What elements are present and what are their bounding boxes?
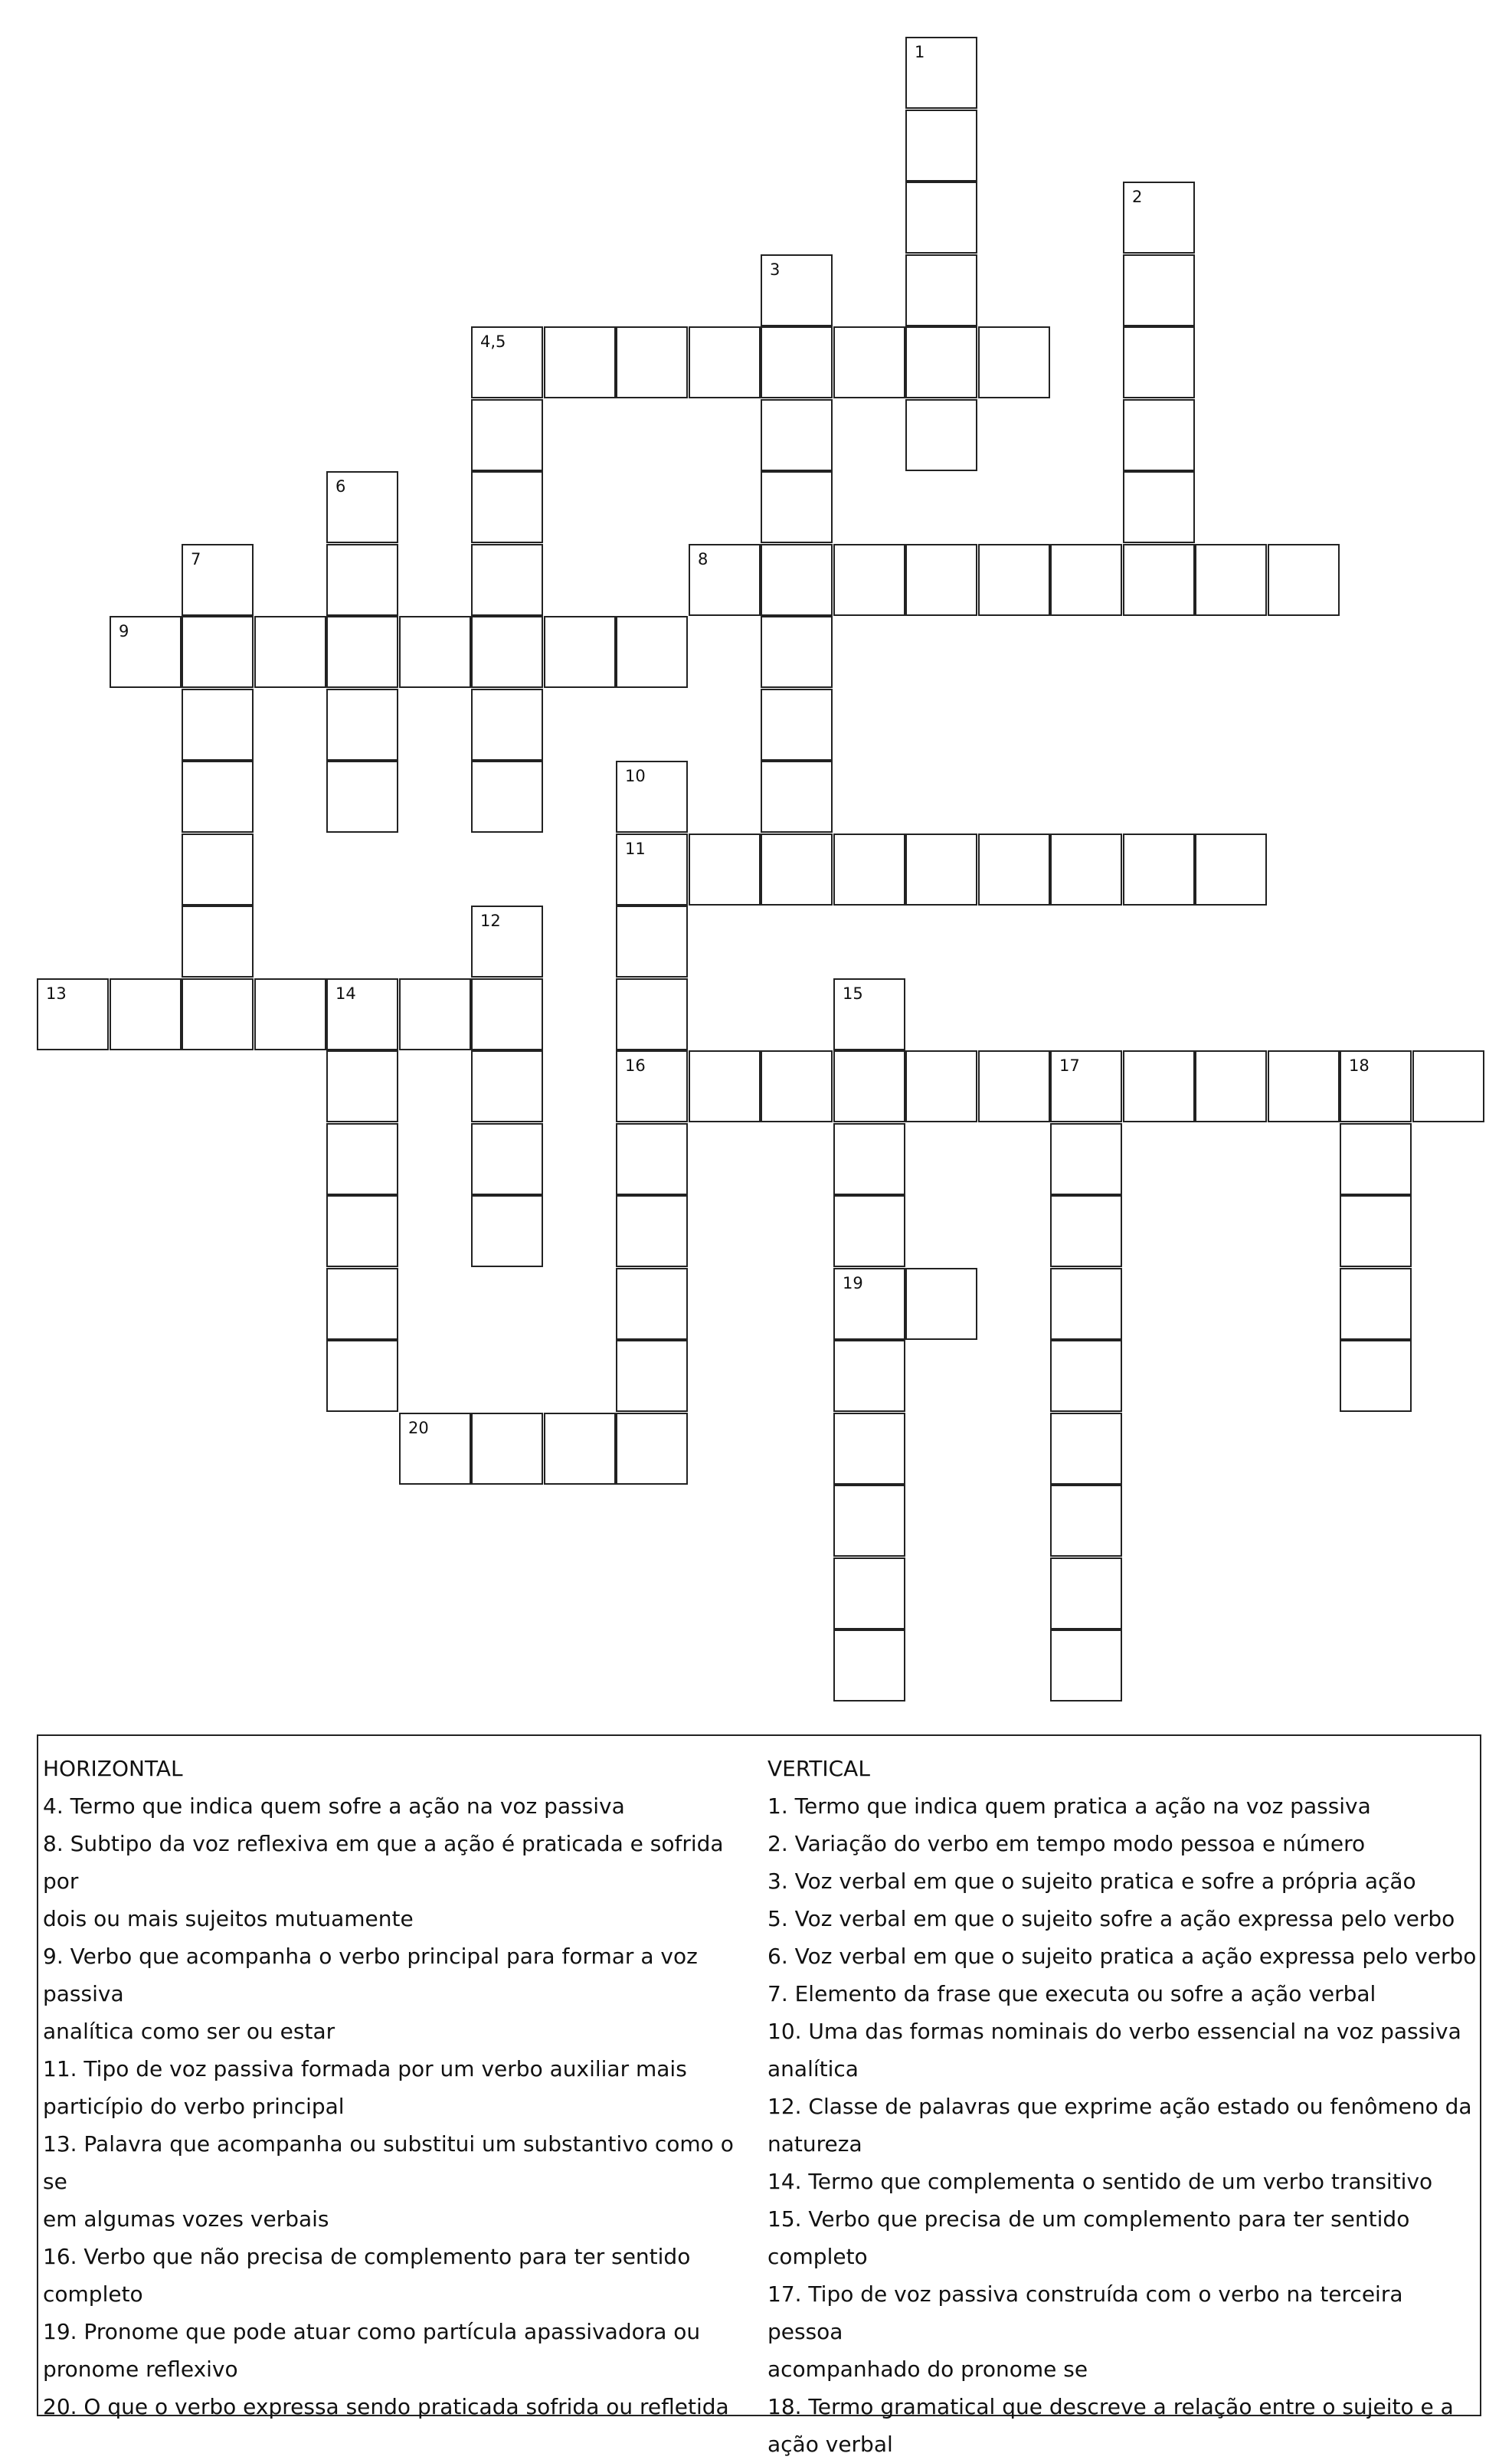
clue-number: 16 xyxy=(625,1056,646,1075)
grid-cell[interactable] xyxy=(471,326,543,398)
grid-cell[interactable] xyxy=(399,978,471,1050)
grid-cell[interactable] xyxy=(1123,254,1195,326)
clue-line: 13. Palavra que acompanha ou substitui um substantivo como o se xyxy=(43,2131,734,2194)
grid-cell[interactable] xyxy=(1340,1195,1412,1267)
clue-line: 7. Elemento da frase que executa ou sofre a ação verbal xyxy=(767,1981,1376,2006)
clue-number: 19 xyxy=(843,1274,863,1292)
clue-number: 6 xyxy=(335,477,346,496)
clue-number: 1 xyxy=(915,43,925,61)
grid-cell[interactable] xyxy=(182,978,254,1050)
clue-line: 11. Tipo de voz passiva formada por um verbo auxiliar mais xyxy=(43,2056,687,2081)
clue-number: 13 xyxy=(46,984,67,1003)
grid-cell[interactable] xyxy=(544,326,616,398)
grid-cell[interactable] xyxy=(471,544,543,616)
clue-line: 16. Verbo que não precisa de complemento para ter sentido xyxy=(43,2244,691,2269)
grid-cell[interactable] xyxy=(471,471,543,543)
clue-line: 10. Uma das formas nominais do verbo essencial na voz passiva xyxy=(767,2019,1461,2044)
grid-cell[interactable] xyxy=(616,326,688,398)
grid-cell[interactable] xyxy=(110,616,182,688)
grid-cell[interactable] xyxy=(326,1340,398,1412)
grid-cell[interactable] xyxy=(1050,834,1122,906)
grid-cell[interactable] xyxy=(833,1413,905,1485)
clue-line: 17. Tipo de voz passiva construída com o verbo na terceira pessoa xyxy=(767,2281,1403,2344)
grid-cell[interactable] xyxy=(1340,1268,1412,1340)
grid-cell[interactable] xyxy=(471,906,543,978)
grid-cell[interactable] xyxy=(616,1413,688,1485)
grid-cell[interactable] xyxy=(1195,544,1267,616)
grid-cell[interactable] xyxy=(254,616,326,688)
grid-cell[interactable] xyxy=(616,761,688,833)
grid-cell[interactable] xyxy=(833,1195,905,1267)
grid-cell[interactable] xyxy=(616,978,688,1050)
grid-cell[interactable] xyxy=(326,689,398,761)
grid-cell[interactable] xyxy=(689,834,761,906)
grid-cell[interactable] xyxy=(182,761,254,833)
grid-cell[interactable] xyxy=(761,326,833,398)
clue-line: 6. Voz verbal em que o sujeito pratica a ação expressa pelo verbo xyxy=(767,1944,1477,1969)
grid-cell[interactable] xyxy=(471,761,543,833)
clue-number: 11 xyxy=(625,840,646,858)
clue-line: 5. Voz verbal em que o sujeito sofre a ação expressa pelo verbo xyxy=(767,1906,1455,1931)
grid-cell[interactable] xyxy=(616,1195,688,1267)
clue-line: 8. Subtipo da voz reflexiva em que a ação é praticada e sofrida por xyxy=(43,1831,724,1894)
grid-cell[interactable] xyxy=(833,978,905,1050)
grid-cell[interactable] xyxy=(1340,1123,1412,1195)
grid-cell[interactable] xyxy=(471,689,543,761)
grid-cell[interactable] xyxy=(326,544,398,616)
grid-cell[interactable] xyxy=(1123,471,1195,543)
clue-number: 17 xyxy=(1059,1056,1080,1075)
clue-line: 20. O que o verbo expressa sendo praticada sofrida ou refletida xyxy=(43,2394,729,2419)
clue-line: pronome reflexivo xyxy=(43,2357,238,2382)
grid-cell[interactable] xyxy=(833,834,905,906)
grid-cell[interactable] xyxy=(182,689,254,761)
grid-cell[interactable] xyxy=(761,1050,833,1122)
grid-cell[interactable] xyxy=(978,544,1050,616)
grid-cell[interactable] xyxy=(326,1195,398,1267)
grid-cell[interactable] xyxy=(1050,1123,1122,1195)
clue-number: 18 xyxy=(1349,1056,1370,1075)
grid-cell[interactable] xyxy=(37,978,109,1050)
clue-line: em algumas vozes verbais xyxy=(43,2206,329,2232)
grid-cell[interactable] xyxy=(978,326,1050,398)
grid-cell[interactable] xyxy=(544,616,616,688)
grid-cell[interactable] xyxy=(1050,1413,1122,1485)
grid-cell[interactable] xyxy=(616,616,688,688)
clue-line: natureza xyxy=(767,2131,862,2157)
grid-cell[interactable] xyxy=(616,1123,688,1195)
grid-cell[interactable] xyxy=(471,1123,543,1195)
grid-cell[interactable] xyxy=(978,1050,1050,1122)
grid-cell[interactable] xyxy=(110,978,182,1050)
grid-cell[interactable] xyxy=(471,978,543,1050)
grid-cell[interactable] xyxy=(616,906,688,978)
grid-cell[interactable] xyxy=(905,399,977,471)
grid-cell[interactable] xyxy=(1050,1268,1122,1340)
horizontal-heading: HORIZONTAL xyxy=(43,1756,183,1781)
grid-cell[interactable] xyxy=(833,1557,905,1629)
grid-cell[interactable] xyxy=(978,834,1050,906)
clue-number: 4,5 xyxy=(480,332,506,351)
clue-line: 19. Pronome que pode atuar como partícula apassivadora ou xyxy=(43,2319,701,2344)
grid-cell[interactable] xyxy=(689,326,761,398)
grid-cell[interactable] xyxy=(1268,544,1340,616)
clue-number: 3 xyxy=(770,260,781,279)
grid-cell[interactable] xyxy=(833,544,905,616)
grid-cell[interactable] xyxy=(833,1340,905,1412)
grid-cell[interactable] xyxy=(471,399,543,471)
grid-cell[interactable] xyxy=(761,399,833,471)
grid-cell[interactable] xyxy=(254,978,326,1050)
grid-cell[interactable] xyxy=(761,834,833,906)
clue-line: analítica xyxy=(767,2056,859,2081)
clue-line: completo xyxy=(43,2281,143,2307)
grid-cell[interactable] xyxy=(1050,1485,1122,1557)
clues-panel xyxy=(37,1734,1481,2457)
grid-cell[interactable] xyxy=(616,1268,688,1340)
grid-cell[interactable] xyxy=(399,616,471,688)
grid-cell[interactable] xyxy=(833,326,905,398)
grid-cell[interactable] xyxy=(1123,544,1195,616)
grid-cell[interactable] xyxy=(905,1268,977,1340)
grid-cell[interactable] xyxy=(1050,1050,1122,1122)
grid-cell[interactable] xyxy=(182,906,254,978)
grid-cell[interactable] xyxy=(905,544,977,616)
grid-cell[interactable] xyxy=(326,1123,398,1195)
grid-cell[interactable] xyxy=(182,544,254,616)
grid-cell[interactable] xyxy=(471,616,543,688)
grid-cell[interactable] xyxy=(1050,1557,1122,1629)
grid-cell[interactable] xyxy=(905,326,977,398)
vertical-heading: VERTICAL xyxy=(767,1756,870,1781)
clue-line: 3. Voz verbal em que o sujeito pratica e sofre a própria ação xyxy=(767,1869,1416,1894)
clue-line: 9. Verbo que acompanha o verbo principal para formar a voz passiva xyxy=(43,1944,698,2006)
grid-cell[interactable] xyxy=(689,544,761,616)
clue-line: 15. Verbo que precisa de um complemento para ter sentido completo xyxy=(767,2206,1410,2269)
grid-cell[interactable] xyxy=(1340,1340,1412,1412)
clue-line: analítica como ser ou estar xyxy=(43,2019,335,2044)
grid-cell[interactable] xyxy=(761,254,833,326)
grid-cell[interactable] xyxy=(399,1413,471,1485)
grid-cell[interactable] xyxy=(689,1050,761,1122)
grid-cell[interactable] xyxy=(1195,1050,1267,1122)
grid-cell[interactable] xyxy=(616,834,688,906)
clue-line: 18. Termo gramatical que descreve a relação entre o sujeito e a xyxy=(767,2394,1454,2419)
grid-cell[interactable] xyxy=(616,1340,688,1412)
grid-cell[interactable] xyxy=(1050,1195,1122,1267)
grid-cell[interactable] xyxy=(1050,1340,1122,1412)
grid-cell[interactable] xyxy=(833,1050,905,1122)
clue-number: 7 xyxy=(191,550,201,568)
clue-line: 4. Termo que indica quem sofre a ação na voz passiva xyxy=(43,1793,625,1819)
grid-cell[interactable] xyxy=(1050,1629,1122,1702)
clue-line: particípio do verbo principal xyxy=(43,2094,345,2119)
grid-cell[interactable] xyxy=(1195,834,1267,906)
grid-cell[interactable] xyxy=(833,1629,905,1702)
vertical-clues xyxy=(767,1750,1480,2463)
clue-line: acompanhado do pronome se xyxy=(767,2357,1088,2382)
grid-cell[interactable] xyxy=(833,1268,905,1340)
grid-cell[interactable] xyxy=(1268,1050,1340,1122)
grid-cell[interactable] xyxy=(326,1268,398,1340)
grid-cell[interactable] xyxy=(1123,1050,1195,1122)
clue-line: 2. Variação do verbo em tempo modo pessoa e número xyxy=(767,1831,1366,1856)
grid-cell[interactable] xyxy=(471,1413,543,1485)
clue-number: 9 xyxy=(119,622,129,640)
grid-cell[interactable] xyxy=(616,1050,688,1122)
grid-cell[interactable] xyxy=(326,471,398,543)
grid-cell[interactable] xyxy=(1412,1050,1484,1122)
grid-cell[interactable] xyxy=(1123,182,1195,254)
clue-number: 8 xyxy=(698,550,709,568)
grid-cell[interactable] xyxy=(833,1485,905,1557)
grid-cell[interactable] xyxy=(905,1050,977,1122)
clue-line: 12. Classe de palavras que exprime ação estado ou fenômeno da xyxy=(767,2094,1472,2119)
grid-cell[interactable] xyxy=(761,616,833,688)
clue-number: 2 xyxy=(1132,188,1143,206)
grid-cell[interactable] xyxy=(905,110,977,182)
clue-line: ação verbal xyxy=(767,2432,893,2457)
grid-cell[interactable] xyxy=(326,978,398,1050)
grid-cell[interactable] xyxy=(326,1050,398,1122)
grid-cell[interactable] xyxy=(326,616,398,688)
clue-line: dois ou mais sujeitos mutuamente xyxy=(43,1906,414,1931)
grid-cell[interactable] xyxy=(905,254,977,326)
grid-cell[interactable] xyxy=(761,761,833,833)
grid-cell[interactable] xyxy=(761,471,833,543)
grid-cell[interactable] xyxy=(182,834,254,906)
grid-cell[interactable] xyxy=(471,1195,543,1267)
grid-cell[interactable] xyxy=(326,761,398,833)
grid-cell[interactable] xyxy=(1123,326,1195,398)
grid-cell[interactable] xyxy=(1340,1050,1412,1122)
grid-cell[interactable] xyxy=(833,1123,905,1195)
grid-cell[interactable] xyxy=(761,689,833,761)
clue-number: 14 xyxy=(335,984,356,1003)
grid-cell[interactable] xyxy=(1123,399,1195,471)
clue-number: 12 xyxy=(480,912,501,930)
grid-cell[interactable] xyxy=(1123,834,1195,906)
clue-number: 20 xyxy=(408,1419,429,1437)
grid-cell[interactable] xyxy=(905,37,977,109)
grid-cell[interactable] xyxy=(905,834,977,906)
grid-cell[interactable] xyxy=(1050,544,1122,616)
clue-number: 15 xyxy=(843,984,863,1003)
grid-cell[interactable] xyxy=(761,544,833,616)
horizontal-clues xyxy=(43,1750,763,2425)
grid-cell[interactable] xyxy=(182,616,254,688)
clue-line: 14. Termo que complementa o sentido de um verbo transitivo xyxy=(767,2169,1433,2194)
clue-number: 10 xyxy=(625,767,646,785)
grid-cell[interactable] xyxy=(471,1050,543,1122)
grid-cell[interactable] xyxy=(544,1413,616,1485)
grid-cell[interactable] xyxy=(905,182,977,254)
clue-line: 1. Termo que indica quem pratica a ação na voz passiva xyxy=(767,1793,1371,1819)
